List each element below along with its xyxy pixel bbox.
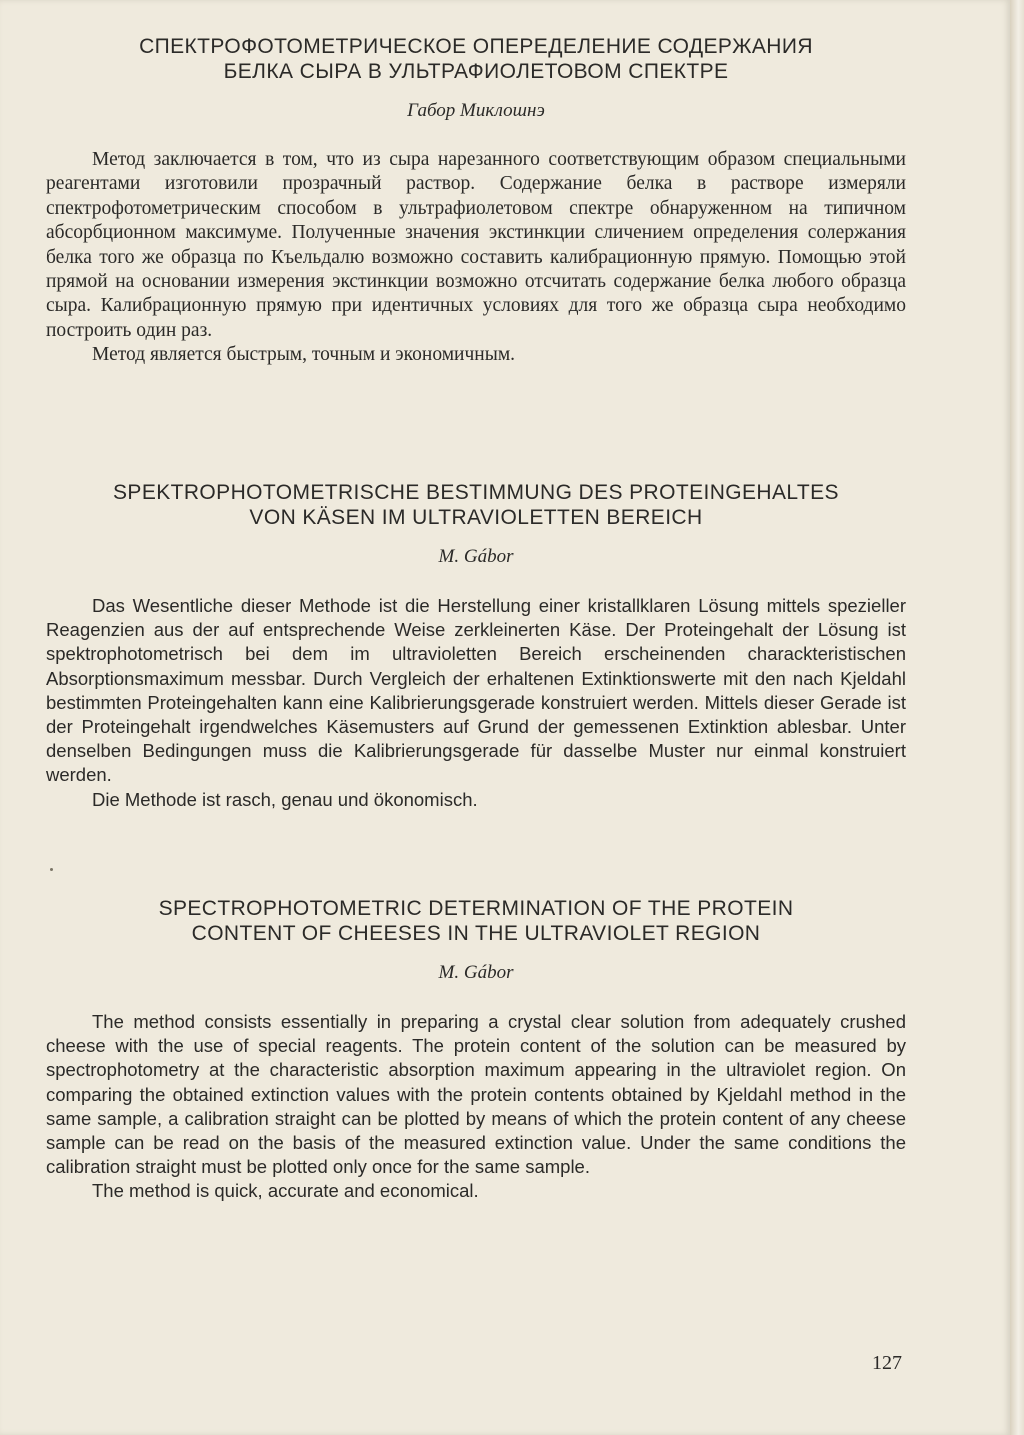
english-paragraph-1: The method consists essentially in preparing a crystal clear solution from adequately crushed cheese with the use of special reagents. The protein content of the solution can be measured by spectrophotometry at the characteristic absorption maximum appearing in the ultraviolet region. On comparing the obtained extinction values with the protein contents obtained by Kjeldahl method in the same sample, a calibration straight can be plotted by means of which the protein content of any cheese sample can be read on the basis of the measured extinction value. Under the same conditions the calibration straight must be plotted only once for the same sample. <box>46 1011 906 1178</box>
russian-title <box>46 34 906 84</box>
german-title <box>46 480 906 530</box>
russian-author: Габор Миклошнэ <box>407 100 545 121</box>
german-title-line-2: VON KÄSEN IM ULTRAVIOLETTEN BEREICH <box>249 506 703 529</box>
german-paragraph-2: Die Methode ist rasch, genau und ökonomisch. <box>92 788 478 810</box>
print-speck <box>50 868 53 871</box>
german-abstract <box>46 480 906 812</box>
german-body <box>46 594 906 812</box>
russian-title-line-2: БЕЛКА СЫРА В УЛЬТРАФИОЛЕТОВОМ СПЕКТРЕ <box>223 60 729 83</box>
english-abstract <box>46 896 906 1204</box>
page-number: 127 <box>872 1352 902 1374</box>
german-author: M. Gábor <box>438 546 514 567</box>
english-author: M. Gábor <box>438 962 514 983</box>
russian-paragraph-1: Метод заключается в том, что из сыра нарезанного соответствующим образом специальными реагентами изготовили прозрачный раствор. Содержание белка в растворе измеряли спектрофотометрическим способом в ультрафиолетовом спектре обнаруженном на типичном абсорбционном максимуме. Полученные значения экстинкции сличением определения солержания белка того же образца по Къельдалю возможно составить калибрационную прямую. Помощью этой прямой на основании измерения экстинкции возможно отсчитать содержание белка любого образца сыра. Калибрационную прямую при идентичных условиях для того же образца сыра необходимо построить один раз. <box>46 149 906 341</box>
russian-paragraph-2: Метод является быстрым, точным и экономичным. <box>92 344 516 366</box>
english-title-line-1: SPECTROPHOTOMETRIC DETERMINATION OF THE PROTEIN <box>158 897 794 920</box>
russian-body <box>46 148 906 368</box>
russian-abstract <box>46 34 906 368</box>
page-edge <box>1010 0 1024 1435</box>
english-title-line-2: CONTENT OF CHEESES IN THE ULTRAVIOLET REGION <box>191 922 761 945</box>
english-body <box>46 1010 906 1204</box>
russian-title-line-1: СПЕКТРОФОТОМЕТРИЧЕСКОЕ ОПЕРЕДЕЛЕНИЕ СОДЕРЖАНИЯ <box>139 35 813 58</box>
english-paragraph-2: The method is quick, accurate and economical. <box>92 1180 479 1202</box>
german-paragraph-1: Das Wesentliche dieser Methode ist die Herstellung einer kristallklaren Lösung mittels spezieller Reagenzien aus der auf entsprechende Weise zerkleinerten Käse. Der Proteingehalt der Lösung ist spektrophotometrisch bei dem im ultravioletten Bereich erscheinenden charackteristischen Absorptionsmaximum messbar. Durch Vergleich der erhaltenen Extinktionswerte mit den nach Kjeldahl bestimmten Proteingehalten kann eine Kalibrierungsgerade konstruiert werden. Mittels dieser Gerade ist der Proteingehalt irgendwelches Käsemusters auf Grund der gemessenen Extinktion ablesbar. Unter denselben Bedingungen muss die Kalibrierungsgerade für dasselbe Muster nur einmal konstruiert werden. <box>46 595 906 786</box>
german-title-line-1: SPEKTROPHOTOMETRISCHE BESTIMMUNG DES PROTEINGEHALTES <box>113 481 839 504</box>
english-title <box>46 896 906 946</box>
